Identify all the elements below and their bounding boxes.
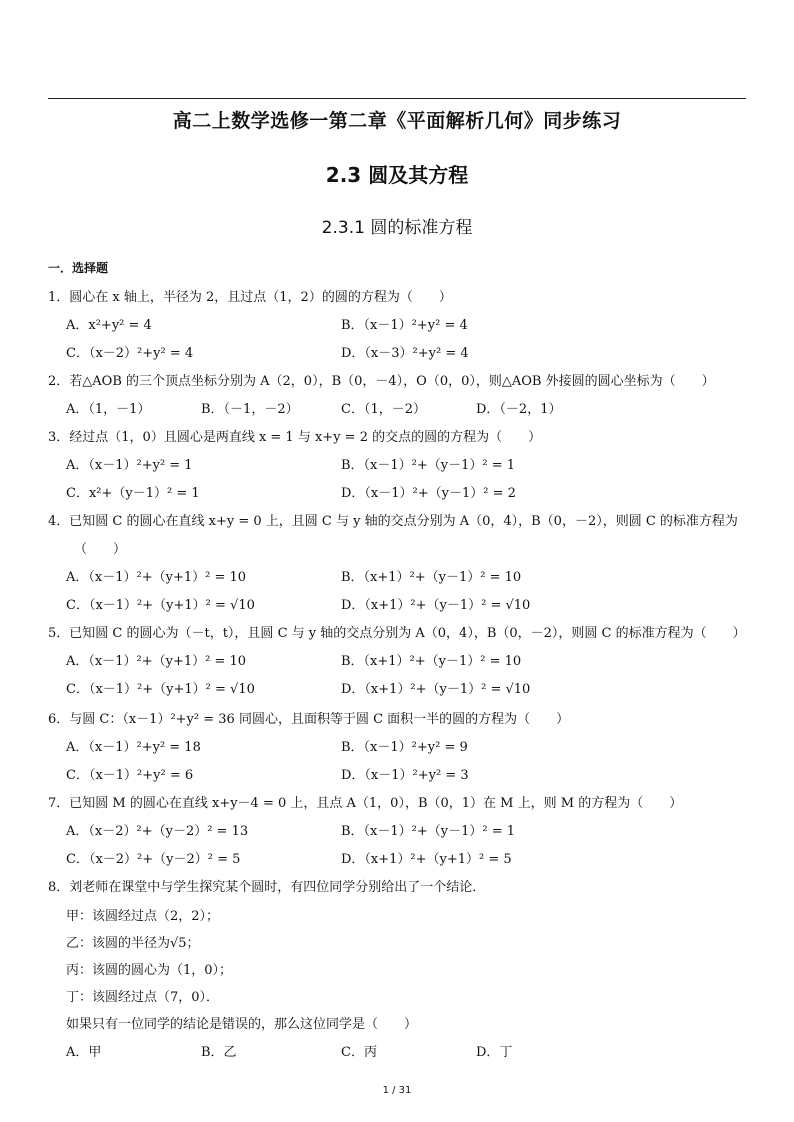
subsection-heading: 2.3.1 圆的标准方程 (321, 218, 473, 238)
question-8-claim-bing: 丙：该圆的圆心为（1，0）； (66, 963, 233, 978)
question-3-options-row-2 (66, 482, 746, 502)
q3-option-d: D．（x－1）²+（y－1）² = 2 (341, 486, 516, 501)
question-4-stem: 4．已知圆 C 的圆心在直线 x+y = 0 上，且圆 C 与 y 轴的交点分别为 A（0，4），B（0，－2），则圆 C 的标准方程为 (48, 514, 738, 529)
question-3-stem: 3．经过点（1，0）且圆心是两直线 x = 1 与 x+y = 2 的交点的圆的方程为（ ） (48, 430, 542, 445)
question-8-claim-jia: 甲：该圆经过点（2，2）； (66, 909, 220, 924)
header-rule (48, 98, 746, 99)
multiple-choice-heading: 一．选择题 (48, 261, 109, 275)
q6-option-b: B．（x－1）²+y² = 9 (341, 740, 468, 755)
question-5-stem: 5．已知圆 C 的圆心为（－t，t），且圆 C 与 y 轴的交点分别为 A（0，4），B（0，－2），则圆 C 的标准方程为（ ） (48, 626, 746, 641)
question-1-options-row-1 (66, 314, 746, 334)
q7-option-c: C．（x－2）²+（y－2）² = 5 (66, 852, 241, 867)
question-4-options-row-2 (66, 594, 746, 614)
q6-option-d: D．（x－1）²+y² = 3 (341, 768, 469, 783)
question-6-options-row-2 (66, 764, 746, 784)
question-8-claim-ding: 丁：该圆经过点（7，0）． (66, 990, 220, 1005)
q5-option-b: B．（x+1）²+（y－1）² = 10 (341, 654, 522, 669)
question-6-options-row-1 (66, 736, 746, 756)
question-6-stem: 6．与圆 C：（x－1）²+y² = 36 同圆心，且面积等于圆 C 面积一半的圆的方程为（ ） (48, 712, 570, 727)
q8-option-d: D．丁 (476, 1045, 513, 1060)
q4-option-a: A．（x－1）²+（y+1）² = 10 (66, 570, 247, 585)
q2-option-c: C．（1，－2） (341, 402, 426, 417)
question-8-stem: 8．刘老师在课堂中与学生探究某个圆时，有四位同学分别给出了一个结论． (48, 880, 486, 895)
question-7-options-row-1 (66, 820, 746, 840)
question-2-stem: 2．若△AOB 的三个顶点坐标分别为 A（2，0），B（0，－4），O（0，0），则△AOB 外接圆的圆心坐标为（ ） (48, 374, 715, 389)
question-7-options-row-2 (66, 848, 746, 868)
q3-option-a: A．（x－1）²+y² = 1 (66, 458, 193, 473)
q3-option-b: B．（x－1）²+（y－1）² = 1 (341, 458, 516, 473)
question-8-claim-yi: 乙：该圆的半径为√5； (66, 936, 200, 951)
question-5-options-row-2 (66, 678, 746, 698)
q6-option-c: C．（x－1）²+y² = 6 (66, 768, 194, 783)
question-5-options-row-1 (66, 650, 746, 670)
q6-option-a: A．（x－1）²+y² = 18 (66, 740, 201, 755)
q1-option-b: B．（x－1）²+y² = 4 (341, 318, 468, 333)
q5-option-a: A．（x－1）²+（y+1）² = 10 (66, 654, 247, 669)
question-1-stem: 1．圆心在 x 轴上，半径为 2，且过点（1，2）的圆的方程为（ ） (48, 290, 452, 305)
q8-option-c: C．丙 (341, 1045, 377, 1060)
q3-option-c: C．x²+（y－1）² = 1 (66, 486, 200, 501)
question-8-options-row (66, 1041, 746, 1061)
q7-option-a: A．（x－2）²+（y－2）² = 13 (66, 824, 249, 839)
question-4-options-row-1 (66, 566, 746, 586)
document-title: 高二上数学选修一第二章《平面解析几何》同步练习 (172, 110, 622, 132)
q4-option-b: B．（x+1）²+（y－1）² = 10 (341, 570, 522, 585)
question-7-stem: 7．已知圆 M 的圆心在直线 x+y－4 = 0 上，且点 A（1，0），B（0，1）在 M 上，则 M 的方程为（ ） (48, 796, 683, 811)
question-3-options-row-1 (66, 454, 746, 474)
q8-option-b: B．乙 (201, 1045, 237, 1060)
q4-option-c: C．（x－1）²+（y+1）² = √10 (66, 598, 255, 613)
q4-option-d: D．（x+1）²+（y－1）² = √10 (341, 598, 531, 613)
question-4-stem-cont: （ ） (74, 542, 127, 557)
q7-option-d: D．（x+1）²+（y+1）² = 5 (341, 852, 512, 867)
q1-option-c: C．（x－2）²+y² = 4 (66, 346, 194, 361)
question-8-prompt: 如果只有一位同学的结论是错误的，那么这位同学是（ ） (66, 1017, 418, 1032)
q2-option-a: A．（1，－1） (66, 402, 151, 417)
section-heading: 2.3 圆及其方程 (325, 163, 469, 187)
q2-option-d: D．（－2，1） (476, 402, 562, 417)
q2-option-b: B．（－1，－2） (201, 402, 299, 417)
question-2-options-row (66, 398, 746, 418)
q5-option-d: D．（x+1）²+（y－1）² = √10 (341, 682, 531, 697)
q1-option-a: A．x²+y² = 4 (66, 318, 152, 333)
q5-option-c: C．（x－1）²+（y+1）² = √10 (66, 682, 255, 697)
q1-option-d: D．（x－3）²+y² = 4 (341, 346, 469, 361)
q7-option-b: B．（x－1）²+（y－1）² = 1 (341, 824, 516, 839)
page-number: 1 / 31 (382, 1085, 412, 1096)
question-1-options-row-2 (66, 342, 746, 362)
q8-option-a: A．甲 (66, 1045, 102, 1060)
